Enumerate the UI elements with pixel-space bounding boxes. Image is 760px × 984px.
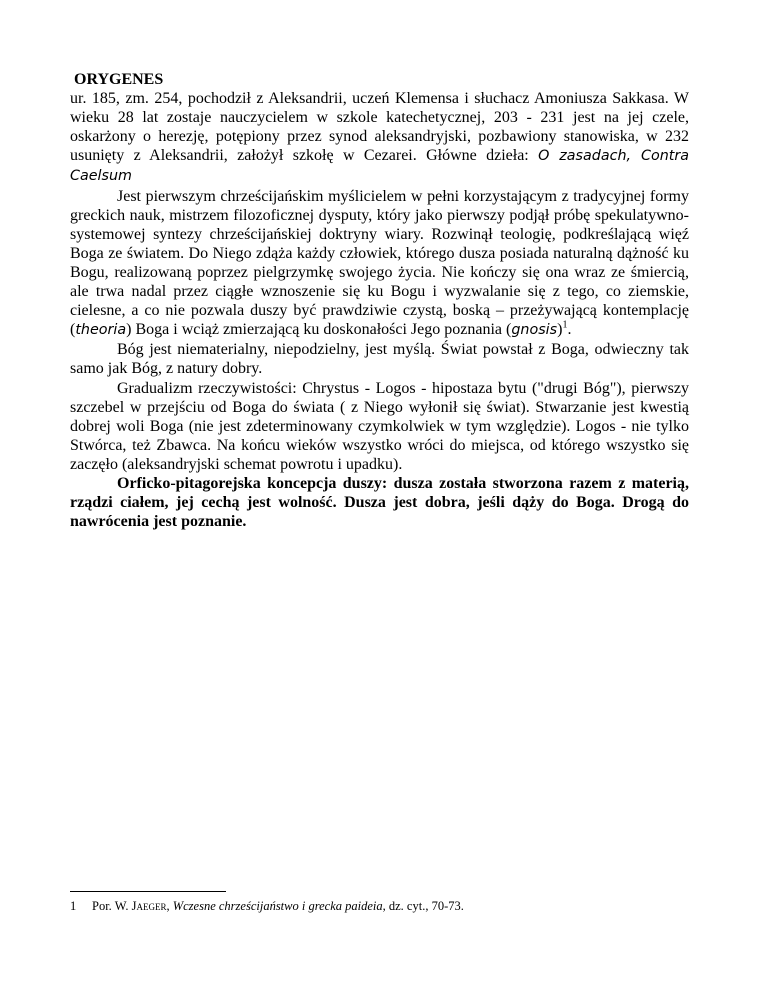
footnote-reference[interactable]: 1 <box>562 319 568 331</box>
footnote-number: 1 <box>70 899 77 913</box>
paragraph-soul: Orficko-pitagorejska koncepcja duszy: dusza została stworzona razem z materią, rządzi ciałem, jej cechą jest wolność. Dusza jest dobra, jeśli dąży do Boga. Drogą do nawrócenia jest poznanie. <box>70 474 689 531</box>
paragraph-thinker-text-3: ) <box>557 321 563 339</box>
document-title: ORYGENES <box>74 71 164 88</box>
document-body <box>70 70 689 531</box>
paragraph-gradualism: Gradualizm rzeczywistości: Chrystus - Logos - hipostaza bytu ("drugi Bóg"), pierwszy szczebel w przejściu od Boga do świata ( z Niego wyłonił się świat). Stwarzanie jest kwestią dobrej woli Boga (nie jest zdeterminowany czymkolwiek w tym względzie). Logos - nie tylko Stwórca, też Zbawca. Na końcu wieków wszystko wróci do miejsca, od którego wszystko się zaczęło (aleksandryjski schemat powrotu i upadku). <box>70 379 689 473</box>
bio-text: ur. 185, zm. 254, pochodził z Aleksandrii, uczeń Klemensa i słuchacz Amoniusza Sakkasa. W wieku 28 lat zostaje nauczycielem w szkole katechetycznej, 203 - 231 jest na jej czele, oskarżony o herezję, potępiony przez synod aleksandryjski, pozbawiony stanowiska, w 232 usunięty z Aleksandrii, założył szkołę w Cezarei. Główne dzieła: <box>70 90 689 165</box>
footnote-suffix: , dz. cyt., 70-73. <box>382 899 464 913</box>
paragraph-thinker-text-2: ) Boga i wciąż zmierzającą ku doskonałości Jego poznania ( <box>126 321 512 339</box>
term-gnosis: gnosis <box>511 322 558 339</box>
paragraph-thinker-text: Jest pierwszym chrześcijańskim myślicielem w pełni korzystającym z tradycyjnej formy greckich nauk, mistrzem filozoficznej dysputy, który jako pierwszy podjął próbę spekulatywno-systemowej syntezy chrześcijańskiej doktryny wiary. Rozwinął teologię, podkreślającą więź Boga ze światem. Do Niego zdąża każdy człowiek, którego dusza posiada naturalną dążność ku Bogu, realizowaną poprzez pielgrzymkę swojego życia. Nie kończy się ona wraz ze śmiercią, ale trwa nadal przez ciągłe wznoszenie się ku Bogu i wyzwalanie się z tego, co ziemskie, cielesne, a co nie pozwala duszy być prawdziwie czystą, boską – przeżywającą kontemplację ( <box>70 187 689 339</box>
term-theoria: theoria <box>75 322 127 339</box>
footnote-book-title: Wczesne chrześcijaństwo i grecka paideia <box>172 899 383 913</box>
paragraph-thinker-end: . <box>567 321 572 339</box>
paragraph-god: Bóg jest niematerialny, niepodzielny, jest myślą. Świat powstał z Boga, odwieczny tak samo jak Bóg, z natury dobry. <box>70 341 689 378</box>
footnote <box>70 899 689 914</box>
footnote-author-rest: aeger <box>136 899 167 913</box>
footnote-comma: , <box>166 899 173 913</box>
paragraph-thinker <box>70 187 689 341</box>
footnote-separator <box>70 891 226 892</box>
main-works: O zasadach, Contra Caelsum <box>70 148 690 185</box>
footnote-prefix: Por. W. J <box>92 899 137 913</box>
bio-paragraph <box>70 89 689 186</box>
